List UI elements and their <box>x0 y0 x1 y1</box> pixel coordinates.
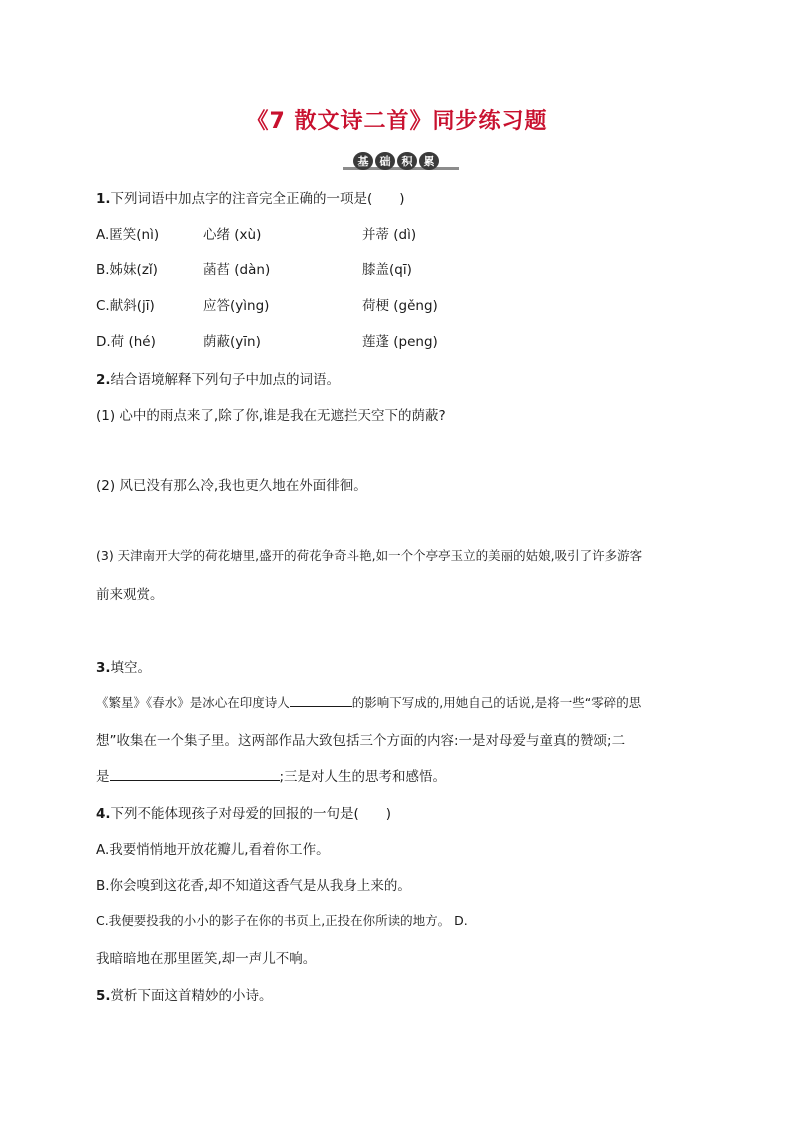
q3-line-2: 想”收集在一个集子里。这两部作品大致包括三个方面的内容:一是对母爱与童真的赞颂;二 <box>96 733 626 749</box>
q4-option-d: 我暗暗地在那里匿笑,却一声儿不响。 <box>96 951 317 967</box>
q1-option-c-3: 荷梗 (gěng) <box>362 298 438 314</box>
q2-sentence-2: (2) 风已没有那么冷,我也更久地在外面徘徊。 <box>96 478 367 494</box>
q1-option-c-2: 应答(yìng) <box>203 298 270 314</box>
q1-option-d-1: D.荷 (hé) <box>96 334 156 350</box>
q3-text: ;三是对人生的思考和感悟。 <box>279 769 447 785</box>
question-4-stem <box>96 802 391 822</box>
q2-sentence-3: (3) 天津南开大学的荷花塘里,盛开的荷花争奇斗艳,如一个个亭亭玉立的美丽的姑娘,吸引了许多游客 <box>96 548 643 563</box>
question-text: 结合语境解释下列句子中加点的词语。 <box>110 372 341 388</box>
section-badge <box>343 152 459 172</box>
question-1-stem <box>96 187 405 207</box>
q1-option-b-2: 菡萏 (dàn) <box>203 262 271 278</box>
q3-line-3 <box>96 765 446 785</box>
q2-sentence-3-cont: 前来观赏。 <box>96 587 164 603</box>
q1-option-a-2: 心绪 (xù) <box>203 227 262 243</box>
question-number: 4. <box>96 806 111 822</box>
q3-text: 的影响下写成的,用她自己的话说,是将一些“零碎的思 <box>351 695 642 710</box>
q3-text: 是 <box>96 769 110 785</box>
question-number: 5. <box>96 988 111 1004</box>
q4-option-c: C.我便要投我的小小的影子在你的书页上,正投在你所读的地方。 D. <box>96 913 468 928</box>
badge-char: 累 <box>419 152 439 170</box>
question-5-stem <box>96 984 273 1004</box>
q1-option-d-3: 莲蓬 (peng) <box>362 334 438 350</box>
badge-char: 础 <box>375 152 395 170</box>
page-title: 《7 散文诗二首》同步练习题 <box>246 109 548 134</box>
q2-sentence-1: (1) 心中的雨点来了,除了你,谁是我在无遮拦天空下的荫蔽? <box>96 408 446 424</box>
fill-blank[interactable] <box>290 694 352 707</box>
fill-blank[interactable] <box>110 768 280 781</box>
question-text: 填空。 <box>110 660 152 676</box>
badge-char: 积 <box>397 152 417 170</box>
q4-option-a: A.我要悄悄地开放花瓣儿,看着你工作。 <box>96 842 330 858</box>
q1-option-a-1: A.匿笑(nì) <box>96 227 160 243</box>
question-number: 1. <box>96 191 111 207</box>
question-2-stem <box>96 368 340 388</box>
badge-char: 基 <box>353 152 373 170</box>
q1-option-d-2: 荫蔽(yīn) <box>203 334 261 350</box>
q1-option-a-3: 并蒂 (dì) <box>362 227 417 243</box>
question-number: 2. <box>96 372 111 388</box>
q4-option-b: B.你会嗅到这花香,却不知道这香气是从我身上来的。 <box>96 878 411 894</box>
question-text: 赏析下面这首精妙的小诗。 <box>110 988 273 1004</box>
question-number: 3. <box>96 660 111 676</box>
question-3-stem <box>96 656 151 676</box>
q1-option-c-1: C.献斜(jī) <box>96 298 155 314</box>
q1-option-b-3: 膝盖(qī) <box>362 262 412 278</box>
q1-option-b-1: B.姊妹(zǐ) <box>96 262 158 278</box>
question-text: 下列词语中加点字的注音完全正确的一项是( ) <box>110 191 405 207</box>
q3-text: 《繁星》《春水》是冰心在印度诗人 <box>96 695 290 710</box>
q3-line-1 <box>96 693 641 711</box>
question-text: 下列不能体现孩子对母爱的回报的一句是( ) <box>110 806 392 822</box>
